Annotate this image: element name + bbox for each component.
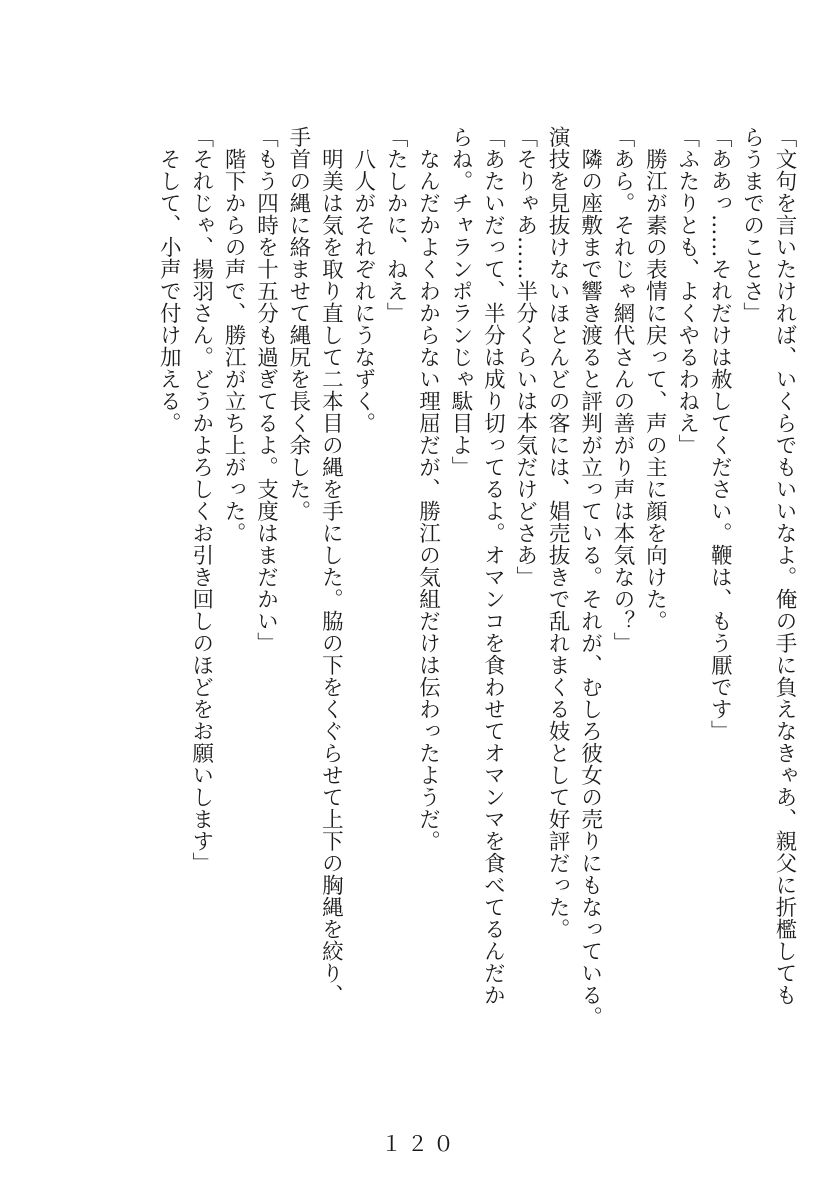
text-line: 「それじゃ、揚羽さん。どうかよろしくお引き回しのほどをお願いします」 xyxy=(188,126,214,874)
vertical-text-body xyxy=(152,126,800,1028)
text-line: 階下からの声で、勝江が立ち上がった。 xyxy=(221,147,247,544)
text-line: 「もう四時を十五分も過ぎてるよ。支度はまだかい」 xyxy=(253,126,279,654)
text-line: 手首の縄に絡ませて縄尻を長く余した。 xyxy=(285,126,311,522)
text-line: 「あたいだって、半分は成り切ってるよ。オマンコを食わせてオマンマを食べてるんだか xyxy=(480,126,506,1006)
text-line: 隣の座敷まで響き渡ると評判が立っている。それが、むしろ彼女の売りにもなっている。 xyxy=(577,147,603,1028)
text-line: 八人がそれぞれにうなずく。 xyxy=(350,147,376,434)
text-line: 「あら。それじゃ網代さんの善がり声は本気なの？」 xyxy=(609,126,635,654)
text-line: 勝江が素の表情に戻って、声の主に顔を向けた。 xyxy=(642,147,668,632)
text-line: らうまでのことさ」 xyxy=(739,126,765,324)
text-line: 「たしかに、ねえ」 xyxy=(383,126,409,324)
text-line: 「文句を言いたければ、いくらでもいいなよ。俺の手に負えなきゃあ、親父に折檻しても xyxy=(772,126,797,1006)
text-line: 「ふたりとも、よくやるわねえ」 xyxy=(674,126,700,456)
text-line: 「ああっ……それだけは赦してください。鞭は、もう厭です」 xyxy=(707,126,733,742)
text-line: 「そりゃあ……半分くらいは本気だけどさあ」 xyxy=(512,126,538,588)
text-line: なんだかよくわからない理屈だが、勝江の気組だけは伝わったようだ。 xyxy=(415,147,441,852)
page-number: １２０ xyxy=(381,1132,459,1156)
text-line: らね。チャランポランじゃ駄目よ」 xyxy=(447,126,473,478)
text-line: 演技を見抜けないほとんどの客には、娼売抜きで乱れまくる妓として好評だった。 xyxy=(545,126,571,940)
text-line: 明美は気を取り直して二本目の縄を手にした。脇の下をくぐらせて上下の胸縄を絞り、 xyxy=(318,147,344,1006)
text-line: そして、小声で付け加える。 xyxy=(156,147,182,434)
